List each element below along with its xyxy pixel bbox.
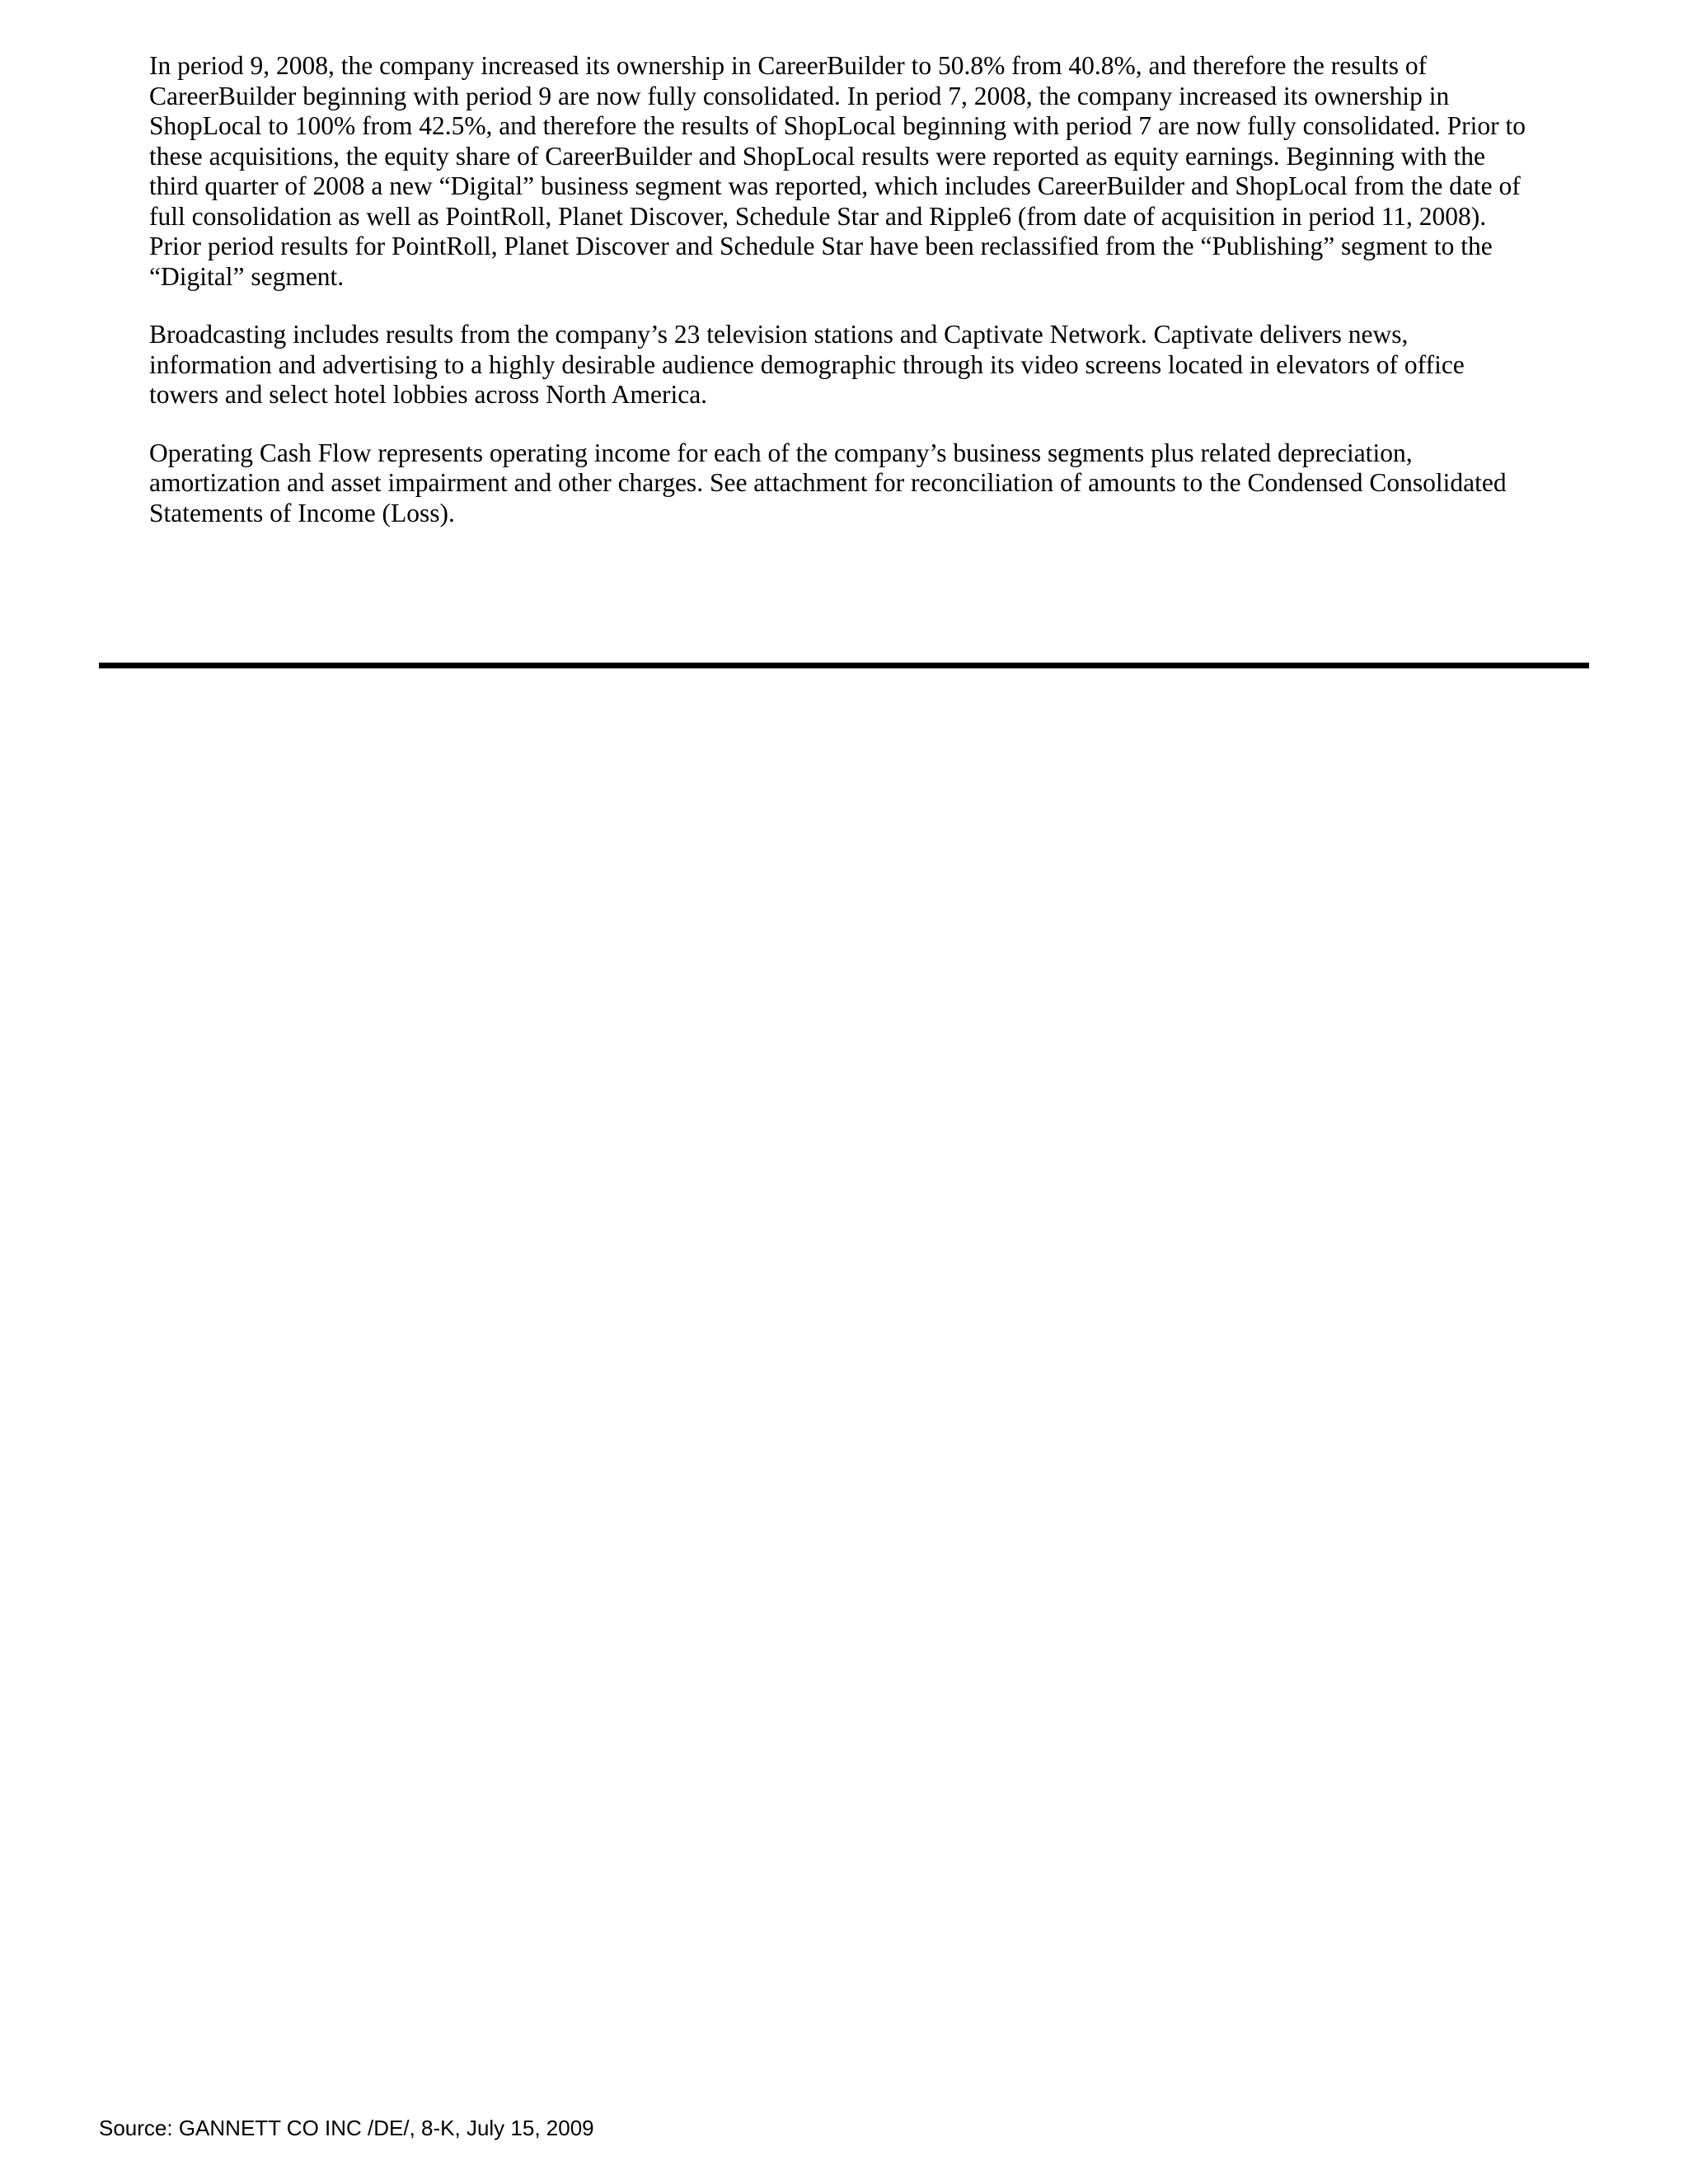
- paragraph-broadcasting: Broadcasting includes results from the company’s 23 television stations and Captivate Network. Captivate delivers news, information and advertising to a highly desirable audience demographic through its video screens located in elevators of office towers and select hotel lobbies across North America.: [149, 320, 1465, 409]
- document-body: [149, 51, 1526, 556]
- paragraph-digital-segment: In period 9, 2008, the company increased its ownership in CareerBuilder to 50.8% from 40.8%, and therefore the results of CareerBuilder beginning with period 9 are now fully consolidated. In period 7, 2008, the company increased its ownership in ShopLocal to 100% from 42.5%, and therefore the results of ShopLocal beginning with period 7 are now fully consolidated. Prior to these acquisitions, the equity share of CareerBuilder and ShopLocal results were reported as equity earnings. Beginning with the third quarter of 2008 a new “Digital” business segment was reported, which includes CareerBuilder and ShopLocal from the date of full consolidation as well as PointRoll, Planet Discover, Schedule Star and Ripple6 (from date of acquisition in period 11, 2008). Prior period results for PointRoll, Planet Discover and Schedule Star have been reclassified from the “Publishing” segment to the “Digital” segment.: [149, 51, 1526, 291]
- paragraph-operating-cash-flow: Operating Cash Flow represents operating income for each of the company’s business segments plus related depreciation, amortization and asset impairment and other charges. See attachment for reconciliation of amounts to the Condensed Consolidated Statements of Income (Loss).: [149, 438, 1507, 527]
- horizontal-rule: [99, 663, 1589, 668]
- source-footer: Source: GANNETT CO INC /DE/, 8-K, July 15, 2009: [99, 2116, 594, 2140]
